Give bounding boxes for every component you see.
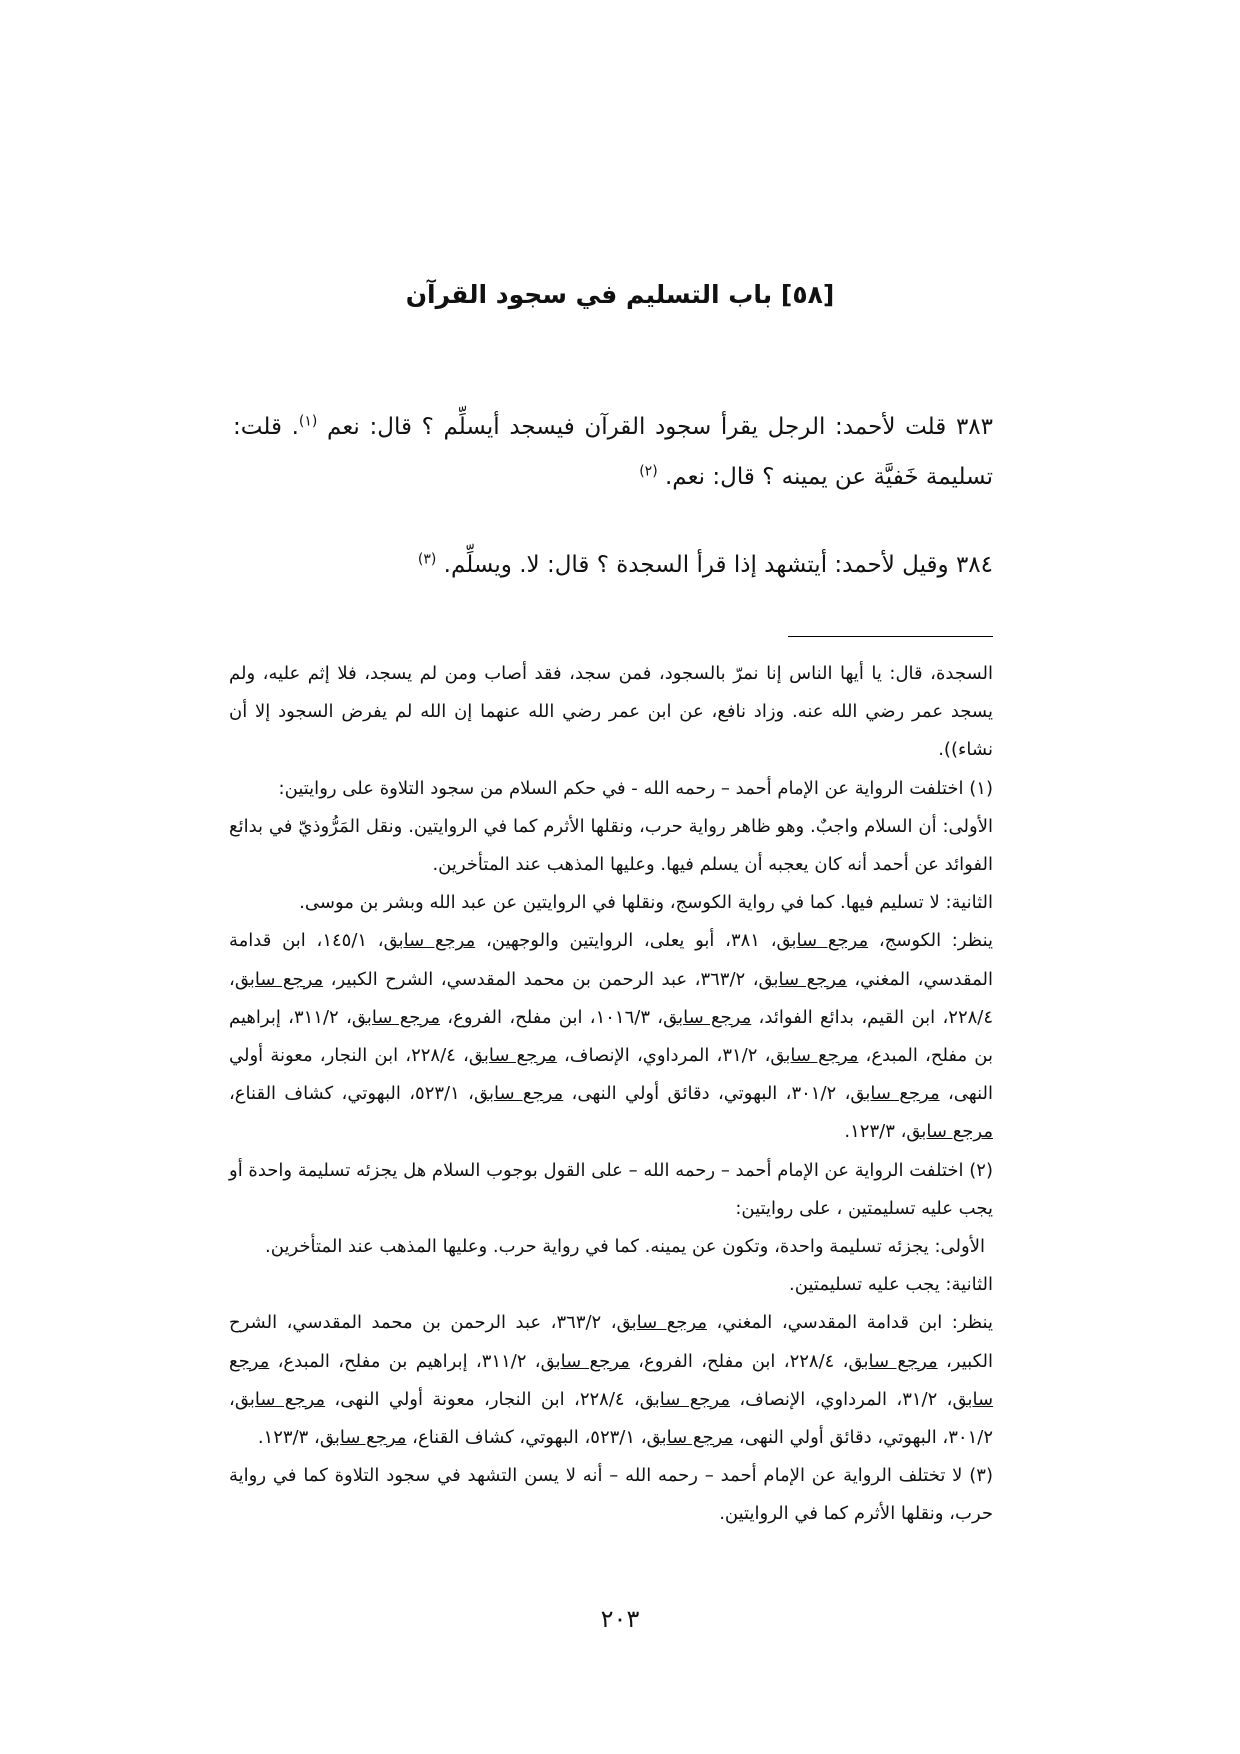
reference-link[interactable]: مرجع سابق xyxy=(646,1427,734,1449)
footnote-2-first: الأولى: يجزئه تسليمة واحدة، وتكون عن يمينه. كما في رواية حرب. وعليها المذهب عند المتأخرين. xyxy=(265,1236,985,1258)
reference-link[interactable]: مرجع سابق xyxy=(383,930,476,952)
reference-link[interactable]: مرجع سابق xyxy=(473,1083,564,1105)
reference-link[interactable]: مرجع سابق xyxy=(319,1427,407,1449)
reference-link[interactable]: مرجع سابق xyxy=(770,1045,859,1067)
reference-text: ، ٣٦٣/٢، عبد الرحمن بن محمد المقدسي، الشرح الكبير، xyxy=(323,968,759,990)
entry-384-text: ٣٨٤ وقيل لأحمد: أيتشهد إذا قرأ السجدة ؟ قال: لا. ويسلِّم. xyxy=(443,552,993,578)
reference-text: ، ٣٠١/٢، البهوتي، دقائق أولي النهى، xyxy=(229,1388,993,1449)
footnote-2-references xyxy=(229,1304,993,1457)
footnote-separator xyxy=(788,636,993,637)
footnote-ref-1[interactable]: (١) xyxy=(298,413,318,430)
footnotes xyxy=(229,655,993,1534)
reference-link[interactable]: مرجع سابق xyxy=(229,1350,994,1410)
reference-text: ، ٢٢٨/٤، ابن القيم، بدائع الفوائد، xyxy=(229,968,994,1028)
reference-text: ، ٣١١/٢، إبراهيم بن مفلح، المبدع، xyxy=(269,1350,541,1372)
reference-link[interactable]: مرجع سابق xyxy=(758,968,847,990)
footnote-1-intro: (١) اختلفت الرواية عن الإمام أحمد – رحمه الله - في حكم السلام من سجود التلاوة على روايتين: xyxy=(278,777,993,799)
reference-link[interactable]: مرجع سابق xyxy=(234,968,324,990)
reference-link[interactable]: مرجع سابق xyxy=(848,1350,938,1372)
reference-text: ، ٣١١/٢، إبراهيم بن مفلح، المبدع، xyxy=(229,1006,994,1067)
entry-383-text-cont: . قلت: تسليمة خَفيَّة عن يمينه ؟ قال: نعم. xyxy=(233,414,993,490)
reference-link[interactable]: مرجع سابق xyxy=(776,930,869,952)
reference-text: ، ١٤٥/١، ابن قدامة المقدسي، المغني، xyxy=(229,930,993,990)
reference-text: ، ٣٦٣/٢، عبد الرحمن بن محمد المقدسي، الشرح الكبير، xyxy=(229,1312,994,1372)
reference-link[interactable]: مرجع سابق xyxy=(616,1312,707,1334)
entry-384 xyxy=(233,540,993,590)
reference-text: ، ٣١/٢، المرداوي، الإنصاف، xyxy=(730,1388,953,1410)
entry-383 xyxy=(233,402,993,502)
reference-text: ، ١٢٣/٣. xyxy=(844,1121,907,1143)
reference-link[interactable]: مرجع سابق xyxy=(663,1006,752,1028)
reference-text: ، ٢٢٨/٤، ابن النجار، معونة أولي النهى، xyxy=(325,1388,640,1410)
footnote-3: (٣) لا تختلف الرواية عن الإمام أحمد – رحمه الله – أنه لا يسن التشهد في سجود التلاوة كما في رواية حرب، ونقلها الأثرم كما في الروايتين. xyxy=(229,1465,993,1525)
footnote-ref-2[interactable]: (٢) xyxy=(639,463,658,480)
reference-text: ينظر: الكوسج، xyxy=(868,930,994,952)
footnote-2-intro: (٢) اختلفت الرواية عن الإمام أحمد – رحمه الله – على القول بوجوب السلام هل يجزئه تسليمة واحدة أو يجب عليه تسليمتين ، على روايتين: xyxy=(229,1159,993,1219)
footnote-carryover: السجدة، قال: يا أيها الناس إنا نمرّ بالسجود، فمن سجد، فقد أصاب ومن لم يسجد، فلا إثم عليه، ولم يسجد عمر رضي الله عنه. وزاد نافع، عن ابن عمر رضي الله عنهما إن الله لم يفرض السجود إلا أن نشاء)). xyxy=(229,663,993,761)
footnote-1-second: الثانية: لا تسليم فيها. كما في رواية الكوسج، ونقلها في الروايتين عن عبد الله وبشر بن موسى. xyxy=(299,892,993,914)
reference-text: ، ٣٠١/٢، البهوتي، دقائق أولي النهى، xyxy=(563,1083,851,1105)
reference-text: ، ٥٢٣/١، البهوتي، كشاف القناع، xyxy=(406,1427,647,1449)
reference-link[interactable]: مرجع سابق xyxy=(906,1121,993,1143)
reference-link[interactable]: مرجع سابق xyxy=(540,1350,630,1372)
footnote-2-second: الثانية: يجب عليه تسليمتين. xyxy=(789,1274,993,1296)
reference-link[interactable]: مرجع سابق xyxy=(468,1045,557,1067)
reference-link[interactable]: مرجع سابق xyxy=(639,1388,730,1410)
reference-text: ، ٣١/٢، المرداوي، الإنصاف، xyxy=(556,1045,771,1067)
footnote-ref-3[interactable]: (٣) xyxy=(417,551,437,568)
reference-text: ، ١٢٣/٣. xyxy=(257,1427,320,1449)
footnote-1-references xyxy=(229,922,993,1151)
entry-383-text: ٣٨٣ قلت لأحمد: الرجل يقرأ سجود القرآن فيسجد أيسلِّم ؟ قال: نعم xyxy=(327,414,994,440)
reference-text: ، ٢٢٨/٤، ابن النجار، معونة أولي النهى، xyxy=(229,1045,994,1105)
reference-text: ، ٣٨١، أبو يعلى، الروايتين والوجهين، xyxy=(475,930,777,952)
reference-text: ينظر: ابن قدامة المقدسي، المغني، xyxy=(706,1312,994,1334)
page-number: ٢٠٣ xyxy=(600,1605,640,1633)
reference-link[interactable]: مرجع سابق xyxy=(234,1388,326,1410)
footnote-1-first: الأولى: أن السلام واجبٌ. وهو ظاهر رواية حرب، ونقلها الأثرم كما في الروايتين. ونقل المَرُّوذيّ في بدائع الفوائد عن أحمد أنه كان يعجبه أن يسلم فيها. وعليها المذهب عند المتأخرين. xyxy=(229,815,993,876)
reference-link[interactable]: مرجع سابق xyxy=(351,1006,440,1028)
reference-text: ، ٢٢٨/٤، ابن مفلح، الفروع، xyxy=(629,1350,849,1372)
reference-text: ، ٥٢٣/١، البهوتي، كشاف القناع، xyxy=(229,1083,474,1105)
reference-link[interactable]: مرجع سابق xyxy=(850,1083,940,1105)
chapter-heading: [٥٨] باب التسليم في سجود القرآن xyxy=(405,280,835,309)
reference-text: ، ١٠١٦/٣، ابن مفلح، الفروع، xyxy=(439,1006,664,1028)
